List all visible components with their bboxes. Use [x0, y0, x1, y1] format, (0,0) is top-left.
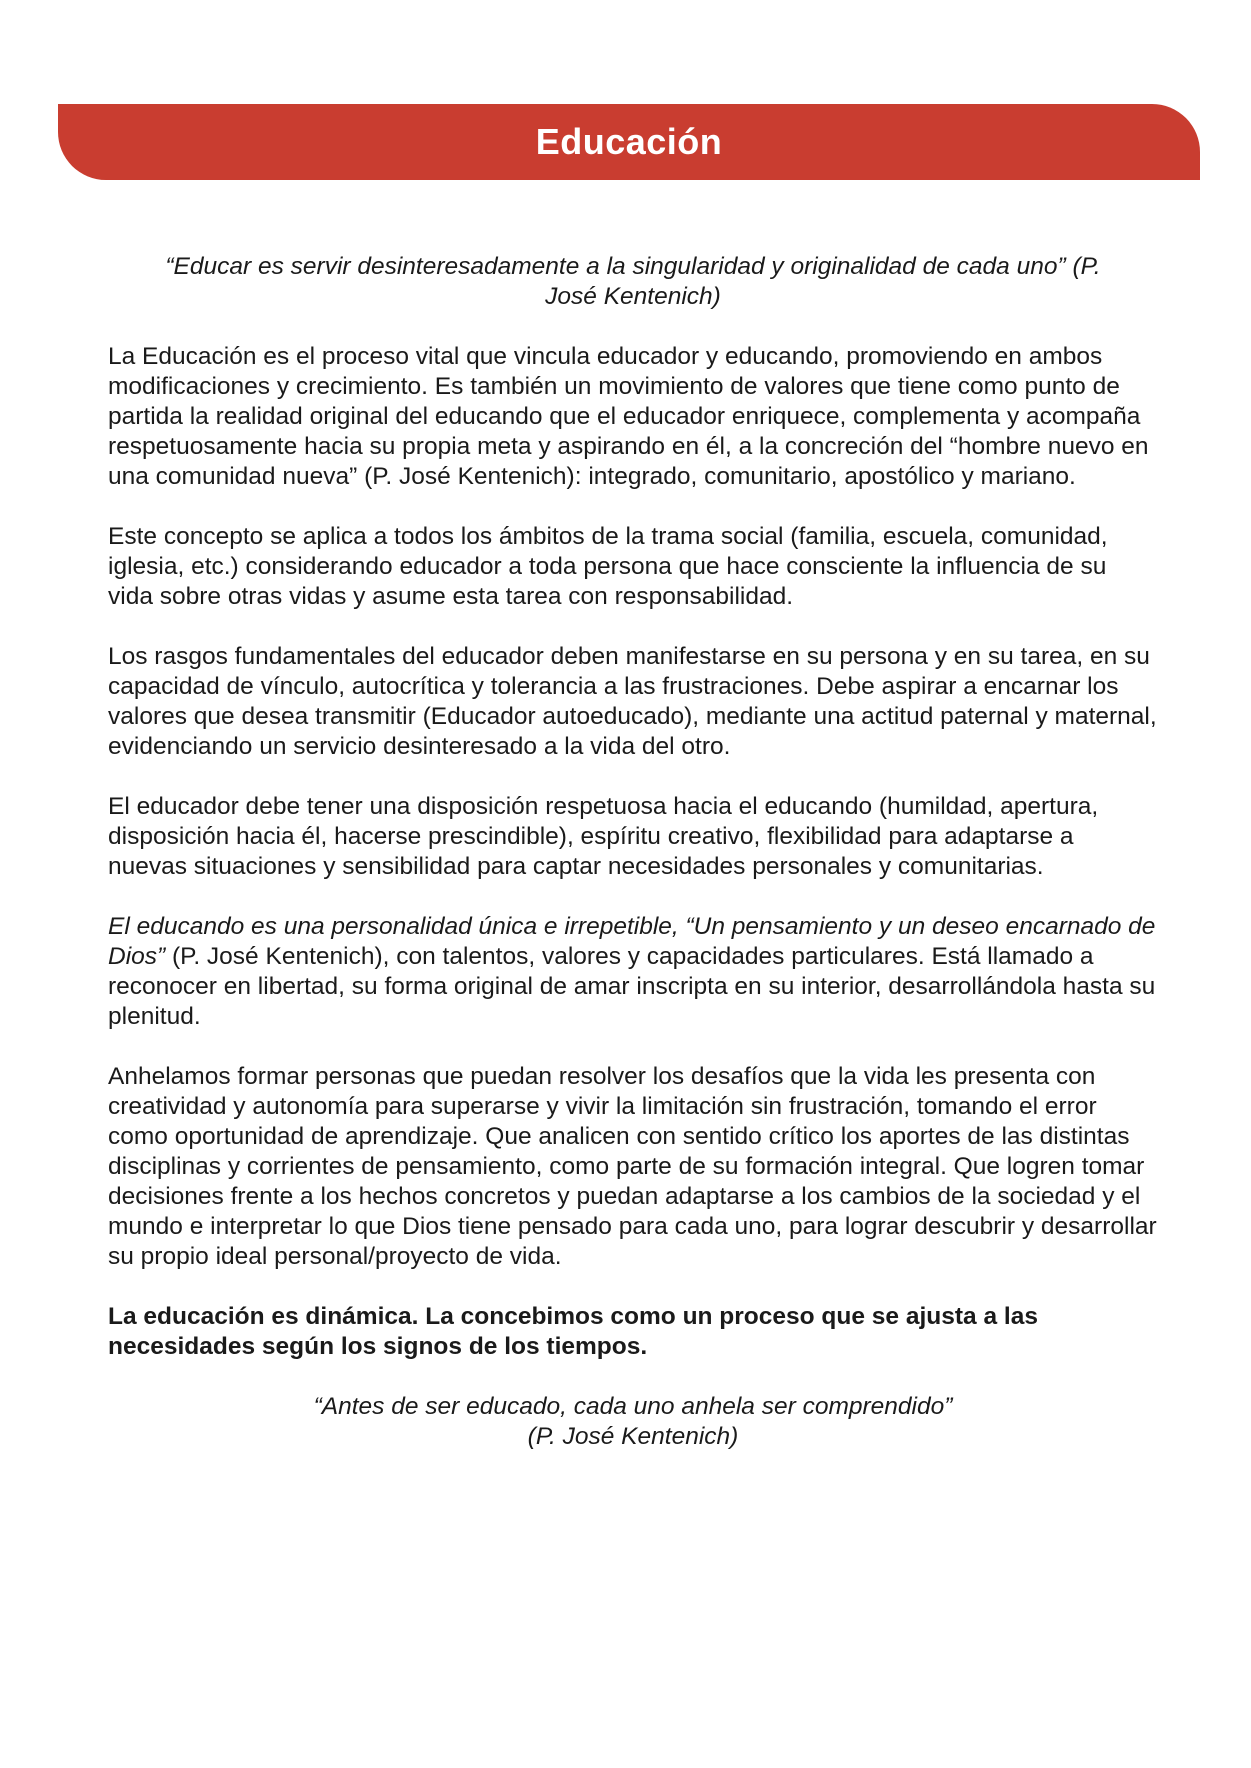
- closing-quote: [108, 1392, 1158, 1452]
- paragraph-educator-traits: Los rasgos fundamentales del educador deben manifestarse en su persona y en su tarea, en su capacidad de vínculo, autocrítica y tolerancia a las frustraciones. Debe aspirar a encarnar los valores que desea transmitir (Educador autoeducado), mediante una actitud paternal y maternal, evidenciando un servicio desinteresado a la vida del otro.: [108, 643, 1157, 760]
- opening-quote-author: (P. José Kentenich): [545, 253, 1101, 310]
- paragraph-concept-scope: Este concepto se aplica a todos los ámbitos de la trama social (familia, escuela, comunidad, iglesia, etc.) considerando educador a toda persona que hace consciente la influencia de su vida sobre otras vidas y asume esta tarea con responsabilidad.: [108, 523, 1108, 610]
- header-banner: [58, 104, 1200, 180]
- learner-rest-text: (P. José Kentenich), con talentos, valores y capacidades particulares. Está llamado a reconocer en libertad, su forma original de amar inscripta en su interior, desarrollándola hasta su plenitud.: [108, 943, 1156, 1030]
- paragraph-dynamic-education: La educación es dinámica. La concebimos como un proceso que se ajusta a las necesidades según los signos de los tiempos.: [108, 1303, 1038, 1360]
- paragraph-aspirations: Anhelamos formar personas que puedan resolver los desafíos que la vida les presenta con creatividad y autonomía para superarse y vivir la limitación sin frustración, tomando el error como oportunidad de aprendizaje. Que analicen con sentido crítico los aportes de las distintas disciplinas y corrientes de pensamiento, como parte de su formación integral. Que logren tomar decisiones frente a los hechos concretos y puedan adaptarse a los cambios de la sociedad y el mundo e interpretar lo que Dios tiene pensado para cada uno, para lograr descubrir y desarrollar su propio ideal personal/proyecto de vida.: [108, 1063, 1157, 1270]
- paragraph-educator-disposition: El educador debe tener una disposición respetuosa hacia el educando (humildad, apertura, disposición hacia él, hacerse prescindible), espíritu creativo, flexibilidad para adaptarse a nuevas situaciones y sensibilidad para captar necesidades personales y comunitarias.: [108, 793, 1099, 880]
- document-body: [108, 252, 1158, 1452]
- closing-quote-text: “Antes de ser educado, cada uno anhela ser comprendido”: [313, 1393, 953, 1420]
- opening-quote: [108, 252, 1158, 312]
- page-title: Educación: [535, 121, 723, 162]
- closing-quote-author: (P. José Kentenich): [527, 1423, 739, 1450]
- paragraph-learner: [108, 912, 1158, 1032]
- opening-quote-text: “Educar es servir desinteresadamente a la singularidad y originalidad de cada uno”: [165, 253, 1066, 280]
- paragraph-education-definition: La Educación es el proceso vital que vincula educador y educando, promoviendo en ambos modificaciones y crecimiento. Es también un movimiento de valores que tiene como punto de partida la realidad original del educando que el educador enriquece, complementa y acompaña respetuosamente hacia su propia meta y aspirando en él, a la concreción del “hombre nuevo en una comunidad nueva” (P. José Kentenich): integrado, comunitario, apostólico y mariano.: [108, 343, 1149, 490]
- learner-italic-text: El educando es una personalidad única e irrepetible, “Un pensamiento y un deseo encarnado de Dios”: [108, 913, 1156, 970]
